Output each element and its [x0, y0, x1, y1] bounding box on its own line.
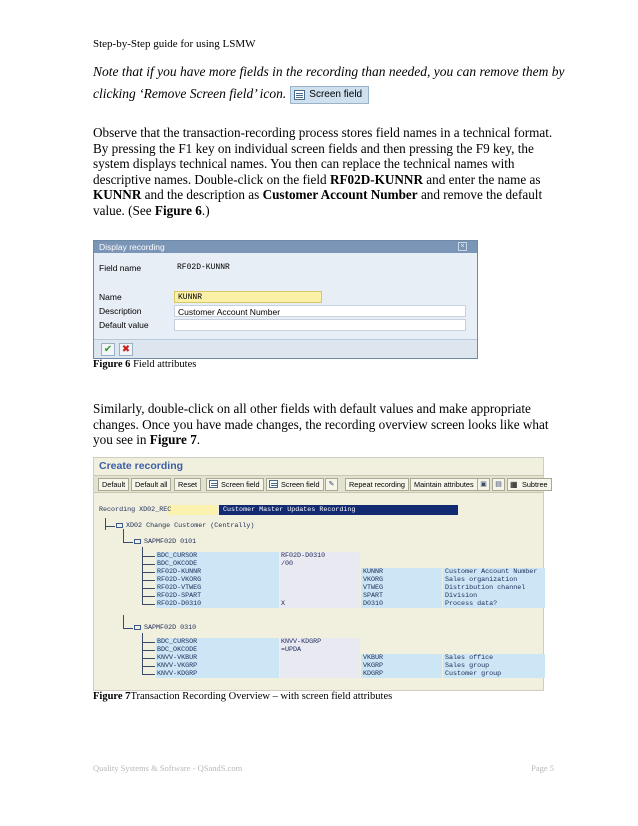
- screen-0101-field-technical-name: KUNNR: [363, 568, 384, 576]
- add-field-icon: [209, 480, 218, 488]
- para1-text-4: and remove the default value. (See: [93, 187, 543, 218]
- footer-page-number: Page 5: [531, 763, 554, 773]
- screen-field-button[interactable]: [290, 86, 369, 104]
- screen-0101-field-name[interactable]: RF02D-SPART: [157, 592, 202, 600]
- tree-connector: [123, 615, 124, 628]
- recording-name: XD02_REC: [139, 506, 172, 514]
- tree-connector: [142, 604, 155, 605]
- recording-name-field[interactable]: [167, 505, 217, 515]
- field-name-value: RF02D-KUNNR: [177, 263, 230, 272]
- screen-0310-value-band: [280, 654, 360, 662]
- screen-0310-field-technical-name: VKGRP: [363, 662, 384, 670]
- dialog-title-bar: [94, 241, 477, 253]
- screen-0310-node[interactable]: [134, 624, 196, 632]
- recording-label-row: [99, 506, 171, 514]
- similarly-paragraph: [93, 401, 553, 448]
- screen-0310-field-description: Customer group: [445, 670, 502, 678]
- screen-0101-field-technical-name: VTWEG: [363, 584, 384, 592]
- repeat-recording-button[interactable]: Repeat recording: [345, 478, 409, 491]
- screen-0101-field-description: Division: [445, 592, 478, 600]
- default-all-button[interactable]: Default all: [131, 478, 171, 491]
- para1-text-3: and the description as: [141, 187, 263, 203]
- figure-6-caption: [93, 359, 196, 370]
- screen-0101-field-description: Sales organization: [445, 576, 518, 584]
- maintain-attributes-button[interactable]: Maintain attributes: [410, 478, 478, 491]
- screen-0310-field-description: Sales group: [445, 662, 490, 670]
- dialog-title: Display recording: [99, 242, 165, 252]
- tree-connector: [142, 572, 155, 573]
- add-screen-field-button[interactable]: [206, 478, 264, 491]
- field-name-label: Field name: [99, 263, 142, 273]
- screen-0101-value-band: [280, 600, 360, 608]
- subtree-icon: ▦: [510, 480, 518, 489]
- screen-0310-field-description: Sales office: [445, 654, 494, 662]
- screen-0101-field-value: X: [281, 600, 286, 608]
- description-label: Description: [99, 306, 142, 316]
- transaction-node-label: XD02 Change Customer (Centrally): [126, 522, 255, 530]
- name-label: Name: [99, 292, 122, 302]
- screen-0101-field-description: Process data?: [445, 600, 498, 608]
- recording-label: Recording: [99, 506, 136, 514]
- tree-connector: [142, 564, 155, 565]
- tree-connector: [142, 642, 155, 643]
- tree-connector: [142, 666, 155, 667]
- default-value-row: [94, 318, 477, 332]
- name-input[interactable]: KUNNR: [174, 291, 322, 303]
- para2-bold-1: Figure 7: [149, 432, 197, 448]
- screen-0310-field-name[interactable]: KNVV-VKGRP: [157, 662, 198, 670]
- footer-left: Quality Systems & Software - QSandS.com: [93, 763, 243, 773]
- tree-connector: [142, 674, 155, 675]
- tree-connector: [123, 628, 133, 629]
- note-paragraph: [93, 61, 565, 105]
- reset-button[interactable]: Reset: [174, 478, 201, 491]
- transaction-node[interactable]: [116, 522, 254, 530]
- cancel-x-icon[interactable]: ✖: [119, 343, 133, 356]
- screen-0310-field-value: =UPDA: [281, 646, 302, 654]
- tree-connector: [105, 526, 115, 527]
- screen-0310-field-name[interactable]: BDC_OKCODE: [157, 646, 198, 654]
- screen-field-button-label: Screen field: [309, 88, 363, 100]
- recording-toolbar: [94, 475, 548, 493]
- tree-connector: [142, 596, 155, 597]
- para1-bold-2: KUNNR: [93, 187, 142, 203]
- description-input[interactable]: Customer Account Number: [174, 305, 466, 317]
- confirm-check-icon[interactable]: ✔: [101, 343, 115, 356]
- note-line-1: Note that if you have more fields in the recording than needed, you can remove them by: [93, 64, 565, 79]
- tree-connector: [142, 588, 155, 589]
- folder-icon: [134, 539, 141, 544]
- screen-0310-field-value: KNVV-KDGRP: [281, 638, 322, 646]
- page-header: Step-by-Step guide for using LSMW: [93, 38, 256, 50]
- default-value-label: Default value: [99, 320, 149, 330]
- screen-0101-value-band: [280, 592, 360, 600]
- screen-0101-field-name[interactable]: RF02D-VTWEG: [157, 584, 202, 592]
- recording-description: Customer Master Updates Recording: [223, 506, 356, 514]
- screen-0310-node-label: SAPMF02D 0310: [144, 624, 197, 632]
- screen-0101-field-value: RF02D-D0310: [281, 552, 326, 560]
- screen-0101-field-value: /00: [281, 560, 294, 568]
- screen-0101-field-technical-name: D0310: [363, 600, 384, 608]
- screen-0310-field-technical-name: VKBUR: [363, 654, 384, 662]
- collapse-icon[interactable]: ▤: [492, 478, 505, 491]
- screen-0101-field-technical-name: VKORG: [363, 576, 384, 584]
- figure-7-text: Transaction Recording Overview – with screen field attributes: [130, 691, 393, 702]
- figure-7-label: Figure 7: [93, 691, 131, 702]
- screen-0101-field-description: Distribution channel: [445, 584, 526, 592]
- tree-connector: [142, 556, 155, 557]
- screen-0101-value-band: [280, 576, 360, 584]
- para1-bold-3: Customer Account Number: [262, 187, 418, 203]
- screen-0310-value-band: [280, 670, 360, 678]
- screen-0101-field-technical-name: SPART: [363, 592, 384, 600]
- description-row: [94, 304, 477, 318]
- para1-text-1: Observe that the transaction-recording process stores field names in a technical format. By pressing the F1 key on individual screen fields and then pressing the F9 key, the system displays technical names. You then can replace the technical names with descriptive names. Double-click on the field: [93, 125, 553, 187]
- tree-connector: [142, 658, 155, 659]
- create-recording-title: Create recording: [99, 460, 184, 472]
- screen-0101-field-name[interactable]: BDC_OKCODE: [157, 560, 198, 568]
- para2-text-2: .: [196, 432, 201, 448]
- note-line-2: [93, 83, 553, 105]
- note-line-2-text: clicking ‘Remove Screen field’ icon.: [93, 86, 287, 101]
- edit-icon[interactable]: ✎: [325, 478, 338, 491]
- create-recording-screen: [93, 457, 548, 691]
- para1-bold-4: Figure 6: [154, 202, 202, 218]
- screen-0101-value-band: [280, 568, 360, 576]
- figure-6-text: Field attributes: [130, 359, 197, 370]
- tree-connector: [123, 529, 124, 542]
- screen-0101-field-name[interactable]: BDC_CURSOR: [157, 552, 198, 560]
- screen-0310-field-name[interactable]: KNVV-VKBUR: [157, 654, 198, 662]
- subtree-button[interactable]: [507, 478, 552, 491]
- para1-bold-1: RF02D-KUNNR: [329, 171, 423, 187]
- default-button[interactable]: Default: [98, 478, 129, 491]
- tree-connector: [142, 580, 155, 581]
- remove-field-icon: [269, 480, 278, 488]
- remove-screen-field-label: Screen field: [281, 480, 320, 489]
- remove-screen-field-button[interactable]: [266, 478, 324, 491]
- display-recording-dialog: [93, 240, 478, 359]
- screen-0101-field-name[interactable]: RF02D-D0310: [157, 600, 202, 608]
- tree-connector: [123, 542, 133, 543]
- figure-7-caption: [93, 691, 392, 702]
- folder-icon: [116, 523, 123, 528]
- remove-field-icon: [294, 90, 305, 100]
- para1-text-5: .): [201, 202, 210, 218]
- name-row: [94, 290, 477, 304]
- screen-0101-field-name[interactable]: RF02D-KUNNR: [157, 568, 202, 576]
- close-icon[interactable]: ×: [458, 242, 467, 251]
- default-value-input[interactable]: [174, 319, 466, 331]
- subtree-label: Subtree: [522, 480, 548, 489]
- folder-icon: [134, 625, 141, 630]
- screen-0101-value-band: [280, 584, 360, 592]
- dialog-button-bar: [94, 339, 477, 358]
- expand-icon[interactable]: ▣: [477, 478, 490, 491]
- tree-connector: [142, 633, 143, 674]
- tree-connector: [142, 650, 155, 651]
- para1-text-2: and enter the name as: [422, 171, 541, 187]
- screen-0101-field-name[interactable]: RF02D-VKORG: [157, 576, 202, 584]
- screen-0101-node[interactable]: [134, 538, 196, 546]
- tree-connector: [105, 518, 106, 530]
- screen-0310-field-technical-name: KDGRP: [363, 670, 384, 678]
- screen-0101-field-description: Customer Account Number: [445, 568, 538, 576]
- screen-0310-value-band: [280, 662, 360, 670]
- screen-0101-node-label: SAPMF02D 0101: [144, 538, 197, 546]
- screen-0310-field-name[interactable]: KNVV-KDGRP: [157, 670, 198, 678]
- figure-6-label: Figure 6: [93, 359, 131, 370]
- instructions-paragraph: [93, 125, 553, 219]
- screen-0310-field-name[interactable]: BDC_CURSOR: [157, 638, 198, 646]
- add-screen-field-label: Screen field: [221, 480, 260, 489]
- para2-text-1: Similarly, double-click on all other fields with default values and make appropriate changes. Once you have made changes, the recording overview screen looks like what you see in: [93, 401, 549, 448]
- field-name-row: [94, 261, 477, 275]
